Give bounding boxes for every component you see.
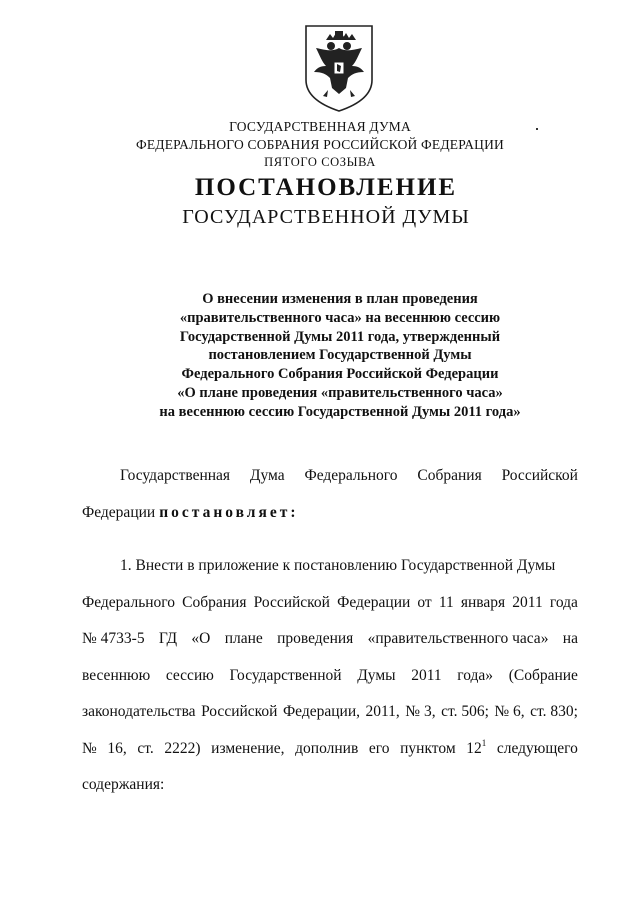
line-text: 1. Внести в приложение к постановлению Государственной Думы bbox=[120, 557, 556, 574]
word: ст. bbox=[137, 739, 154, 757]
subject-line: постановлением Государственной Думы bbox=[208, 347, 472, 364]
org-line-3: ПЯТОГО СОЗЫВА bbox=[264, 155, 376, 169]
emblem bbox=[302, 22, 376, 114]
item-number bbox=[466, 731, 486, 768]
word: 2011 bbox=[512, 593, 543, 611]
word: года bbox=[549, 593, 578, 611]
subject-line: Федерального Собрания Российской Федерации bbox=[181, 366, 499, 383]
subject-line: Государственной Думы 2011 года, утвержденный bbox=[179, 328, 501, 345]
word: Думы bbox=[357, 666, 396, 684]
document-issuer-heading: ГОСУДАРСТВЕННОЙ ДУМЫ bbox=[182, 206, 470, 228]
word: № 3, bbox=[405, 703, 436, 720]
word: Федерации bbox=[337, 593, 411, 611]
word: следующего bbox=[496, 739, 578, 757]
word: 2011, bbox=[365, 703, 400, 720]
word: 11 bbox=[438, 593, 454, 611]
document-type-heading: ПОСТАНОВЛЕНИЕ bbox=[194, 174, 458, 201]
text-line bbox=[82, 458, 578, 495]
word: Российской bbox=[501, 467, 578, 484]
word: дополнив bbox=[295, 739, 359, 757]
item-number-superscript: 1 bbox=[481, 737, 487, 748]
text-line bbox=[82, 585, 578, 622]
subject-line: на весеннюю сессию Государственной Думы 2011 года» bbox=[159, 403, 521, 420]
line-text: содержания: bbox=[82, 776, 165, 793]
word: Федерального bbox=[82, 593, 176, 611]
word: проведения bbox=[277, 630, 354, 647]
word: «О bbox=[191, 630, 211, 647]
word: Государственной bbox=[229, 666, 342, 684]
subject-line: «О плане проведения «правительственного часа» bbox=[177, 384, 503, 401]
word: плане bbox=[224, 630, 263, 647]
org-line-2: ФЕДЕРАЛЬНОГО СОБРАНИЯ РОССИЙСКОЙ ФЕДЕРАЦИИ bbox=[136, 137, 504, 152]
paragraph-preamble bbox=[82, 458, 578, 531]
word: ст. 830; bbox=[530, 703, 578, 720]
word: Дума bbox=[249, 467, 285, 484]
word: пунктом bbox=[400, 739, 456, 757]
word: Российской bbox=[201, 703, 278, 720]
word: 16, bbox=[107, 739, 127, 757]
word: Российской bbox=[253, 593, 330, 611]
word: № bbox=[82, 739, 97, 757]
word: № 6, bbox=[494, 703, 525, 720]
word: законодательства bbox=[82, 703, 196, 720]
word: Федерации bbox=[82, 503, 156, 521]
org-line-1: ГОСУДАРСТВЕННАЯ ДУМА bbox=[229, 119, 411, 134]
resolves-verb: постановляет: bbox=[159, 503, 299, 521]
text-line bbox=[82, 548, 578, 585]
subject-line: «правительственного часа» на весеннюю сессию bbox=[179, 309, 501, 326]
paragraph-item-1 bbox=[82, 548, 578, 804]
word: «правительственного часа» bbox=[367, 630, 549, 647]
text-line bbox=[82, 694, 578, 731]
word: от bbox=[417, 593, 432, 611]
text-line bbox=[82, 658, 578, 695]
word: № 4733-5 bbox=[82, 630, 145, 647]
item-number-base: 12 bbox=[466, 739, 482, 757]
word: года» bbox=[457, 666, 494, 684]
word: на bbox=[562, 630, 578, 647]
word: Государственная bbox=[120, 467, 231, 484]
text-line bbox=[82, 621, 578, 658]
word: весеннюю bbox=[82, 666, 151, 684]
word: (Собрание bbox=[508, 666, 578, 684]
word: его bbox=[368, 739, 390, 757]
russian-coat-of-arms-icon bbox=[302, 22, 376, 114]
word: ГД bbox=[158, 630, 178, 647]
word: января bbox=[460, 593, 506, 611]
word: сессию bbox=[165, 666, 214, 684]
word: Собрания bbox=[182, 593, 247, 611]
word: изменение, bbox=[211, 739, 285, 757]
word: Федерации, bbox=[282, 703, 361, 720]
word: 2222) bbox=[164, 739, 201, 757]
subject-line: О внесении изменения в план проведения bbox=[202, 291, 478, 307]
resolution-subject bbox=[100, 290, 580, 422]
word: 2011 bbox=[411, 666, 442, 684]
word: ст. 506; bbox=[441, 703, 489, 720]
text-line bbox=[82, 495, 578, 532]
word: Собрания bbox=[417, 467, 482, 484]
text-line bbox=[82, 731, 578, 768]
text-line bbox=[82, 767, 578, 804]
word: Федерального bbox=[304, 467, 398, 484]
